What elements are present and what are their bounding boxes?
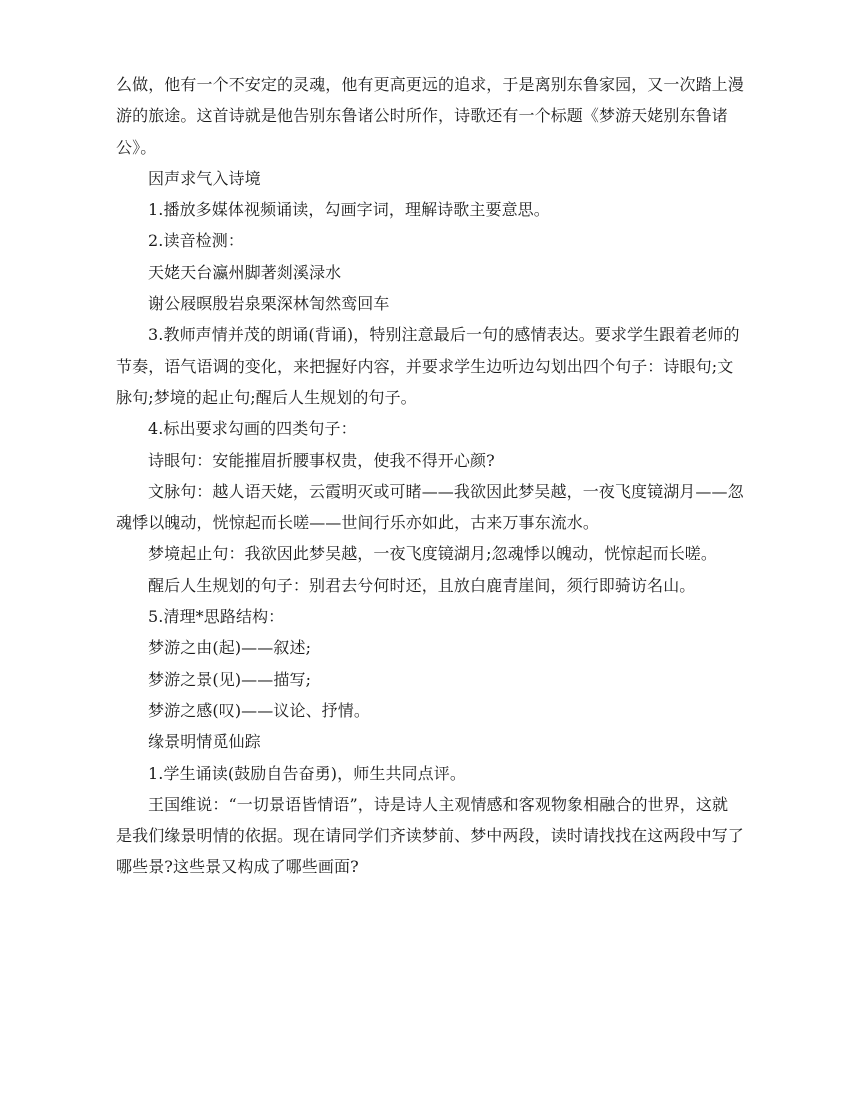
section-heading-1: 因声求气入诗境 bbox=[148, 168, 261, 188]
step-1: 1.播放多媒体视频诵读，勾画字词，理解诗歌主要意思。 bbox=[148, 200, 550, 220]
step-2: 2.读音检测： bbox=[148, 231, 244, 251]
dream-start-end-sentence: 梦境起止句：我欲因此梦吴越，一夜飞度镜湖月;忽魂悸以魄动，恍惊起而长嗟。 bbox=[148, 544, 717, 564]
document-body bbox=[116, 69, 744, 883]
section-2-step-1: 1.学生诵读(鼓励自告奋勇)，师生共同点评。 bbox=[148, 763, 466, 783]
pronunciation-words-line-2: 谢公屐暝殷岩泉栗深林訇然鸾回车 bbox=[148, 294, 390, 314]
paragraph-intro-continuation: 么做，他有一个不安定的灵魂，他有更高更远的追求，于是离别东鲁家园，又一次踏上漫游的旅途。这首诗就是他告别东鲁诸公时所作，诗歌还有一个标题《梦游天姥别东鲁诸公》。 bbox=[116, 75, 744, 157]
context-sentence: 文脉句：越人语天姥，云霞明灭或可睹——我欲因此梦吴越，一夜飞度镜湖月——忽魂悸以魄动，恍惊起而长嗟——世间行乐亦如此，古来万事东流水。 bbox=[116, 481, 744, 533]
step-5: 5.清理*思路结构： bbox=[148, 607, 285, 627]
life-plan-sentence: 醒后人生规划的句子：别君去兮何时还，且放白鹿青崖间，须行即骑访名山。 bbox=[148, 575, 696, 595]
structure-item-2: 梦游之景(见)——描写; bbox=[148, 669, 312, 689]
step-3: 3.教师声情并茂的朗诵(背诵)，特别注意最后一句的感情表达。要求学生跟着老师的节奏，语气语调的变化，来把握好内容，并要求学生边听边勾划出四个句子：诗眼句;文脉句;梦境的起止句;醒后人生规划的句子。 bbox=[116, 325, 740, 407]
structure-item-3: 梦游之感(叹)——议论、抒情。 bbox=[148, 700, 370, 720]
pronunciation-words-line-1: 天姥天台瀛州脚著剡溪渌水 bbox=[148, 262, 342, 282]
step-4: 4.标出要求勾画的四类句子： bbox=[148, 419, 357, 439]
structure-item-1: 梦游之由(起)——叙述; bbox=[148, 638, 312, 658]
wang-guowei-paragraph: 王国维说：“一切景语皆情语”，诗是诗人主观情感和客观物象相融合的世界，这就是我们缘景明情的依据。现在请同学们齐读梦前、梦中两段，读时请找找在这两段中写了哪些景?这些景又构成了哪些画面? bbox=[116, 794, 744, 877]
section-heading-2: 缘景明情觅仙踪 bbox=[148, 732, 261, 752]
poem-eye-sentence: 诗眼句：安能摧眉折腰事权贵，使我不得开心颜? bbox=[148, 450, 495, 470]
